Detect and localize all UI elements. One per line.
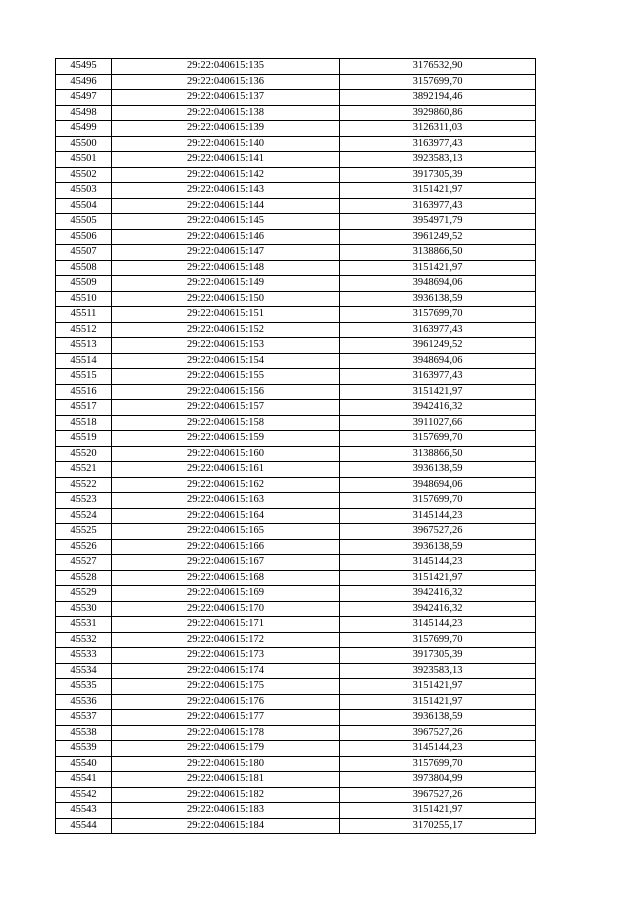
table-row — [56, 555, 536, 571]
row-number-cell: 45526 — [56, 539, 112, 555]
table-row — [56, 617, 536, 633]
cadastral-number-cell: 29:22:040615:152 — [112, 322, 340, 338]
table-row — [56, 818, 536, 834]
table-row — [56, 710, 536, 726]
row-number-cell: 45523 — [56, 493, 112, 509]
value-cell: 3923583,13 — [340, 663, 536, 679]
value-cell: 3170255,17 — [340, 818, 536, 834]
table-row — [56, 322, 536, 338]
value-cell: 3145144,23 — [340, 617, 536, 633]
row-number-cell: 45525 — [56, 524, 112, 540]
value-cell: 3138866,50 — [340, 446, 536, 462]
row-number-cell: 45522 — [56, 477, 112, 493]
cadastral-number-cell: 29:22:040615:175 — [112, 679, 340, 695]
value-cell: 3948694,06 — [340, 353, 536, 369]
cadastral-number-cell: 29:22:040615:140 — [112, 136, 340, 152]
table-row — [56, 276, 536, 292]
row-number-cell: 45506 — [56, 229, 112, 245]
value-cell: 3954971,79 — [340, 214, 536, 230]
row-number-cell: 45539 — [56, 741, 112, 757]
cadastral-number-cell: 29:22:040615:181 — [112, 772, 340, 788]
row-number-cell: 45496 — [56, 74, 112, 90]
table-row — [56, 539, 536, 555]
row-number-cell: 45507 — [56, 245, 112, 261]
cadastral-number-cell: 29:22:040615:156 — [112, 384, 340, 400]
cadastral-number-cell: 29:22:040615:143 — [112, 183, 340, 199]
cadastral-number-cell: 29:22:040615:178 — [112, 725, 340, 741]
row-number-cell: 45534 — [56, 663, 112, 679]
cadastral-number-cell: 29:22:040615:166 — [112, 539, 340, 555]
value-cell: 3936138,59 — [340, 539, 536, 555]
value-cell: 3948694,06 — [340, 477, 536, 493]
row-number-cell: 45513 — [56, 338, 112, 354]
table-row — [56, 741, 536, 757]
value-cell: 3967527,26 — [340, 787, 536, 803]
cadastral-number-cell: 29:22:040615:173 — [112, 648, 340, 664]
row-number-cell: 45544 — [56, 818, 112, 834]
document-page — [55, 58, 535, 834]
row-number-cell: 45501 — [56, 152, 112, 168]
value-cell: 3151421,97 — [340, 803, 536, 819]
cadastral-number-cell: 29:22:040615:142 — [112, 167, 340, 183]
value-cell: 3157699,70 — [340, 431, 536, 447]
value-cell: 3163977,43 — [340, 322, 536, 338]
value-cell: 3942416,32 — [340, 586, 536, 602]
table-row — [56, 167, 536, 183]
cadastral-number-cell: 29:22:040615:170 — [112, 601, 340, 617]
table-row — [56, 307, 536, 323]
cadastral-number-cell: 29:22:040615:176 — [112, 694, 340, 710]
table-row — [56, 136, 536, 152]
row-number-cell: 45537 — [56, 710, 112, 726]
row-number-cell: 45535 — [56, 679, 112, 695]
row-number-cell: 45527 — [56, 555, 112, 571]
cadastral-number-cell: 29:22:040615:155 — [112, 369, 340, 385]
row-number-cell: 45532 — [56, 632, 112, 648]
cadastral-number-cell: 29:22:040615:177 — [112, 710, 340, 726]
table-row — [56, 415, 536, 431]
row-number-cell: 45531 — [56, 617, 112, 633]
row-number-cell: 45495 — [56, 59, 112, 75]
table-row — [56, 260, 536, 276]
cadastral-number-cell: 29:22:040615:138 — [112, 105, 340, 121]
cadastral-number-cell: 29:22:040615:150 — [112, 291, 340, 307]
table-row — [56, 508, 536, 524]
value-cell: 3929860,86 — [340, 105, 536, 121]
cadastral-number-cell: 29:22:040615:168 — [112, 570, 340, 586]
value-cell: 3145144,23 — [340, 508, 536, 524]
table-row — [56, 648, 536, 664]
row-number-cell: 45504 — [56, 198, 112, 214]
cadastral-number-cell: 29:22:040615:172 — [112, 632, 340, 648]
table-row — [56, 663, 536, 679]
value-cell: 3151421,97 — [340, 679, 536, 695]
value-cell: 3126311,03 — [340, 121, 536, 137]
value-cell: 3163977,43 — [340, 369, 536, 385]
value-cell: 3942416,32 — [340, 400, 536, 416]
table-row — [56, 524, 536, 540]
value-cell: 3145144,23 — [340, 741, 536, 757]
cadastral-number-cell: 29:22:040615:153 — [112, 338, 340, 354]
table-row — [56, 59, 536, 75]
row-number-cell: 45498 — [56, 105, 112, 121]
row-number-cell: 45508 — [56, 260, 112, 276]
value-cell: 3138866,50 — [340, 245, 536, 261]
table-row — [56, 477, 536, 493]
value-cell: 3157699,70 — [340, 493, 536, 509]
value-cell: 3157699,70 — [340, 632, 536, 648]
row-number-cell: 45500 — [56, 136, 112, 152]
table-row — [56, 384, 536, 400]
cadastral-number-cell: 29:22:040615:174 — [112, 663, 340, 679]
row-number-cell: 45538 — [56, 725, 112, 741]
table-row — [56, 694, 536, 710]
cadastral-number-cell: 29:22:040615:151 — [112, 307, 340, 323]
row-number-cell: 45497 — [56, 90, 112, 106]
row-number-cell: 45524 — [56, 508, 112, 524]
cadastral-number-cell: 29:22:040615:149 — [112, 276, 340, 292]
row-number-cell: 45536 — [56, 694, 112, 710]
value-cell: 3151421,97 — [340, 694, 536, 710]
value-cell: 3936138,59 — [340, 710, 536, 726]
table-row — [56, 632, 536, 648]
row-number-cell: 45520 — [56, 446, 112, 462]
cadastral-number-cell: 29:22:040615:164 — [112, 508, 340, 524]
cadastral-number-cell: 29:22:040615:136 — [112, 74, 340, 90]
value-cell: 3967527,26 — [340, 524, 536, 540]
row-number-cell: 45516 — [56, 384, 112, 400]
table-row — [56, 338, 536, 354]
table-row — [56, 586, 536, 602]
table-row — [56, 105, 536, 121]
row-number-cell: 45528 — [56, 570, 112, 586]
cadastral-number-cell: 29:22:040615:184 — [112, 818, 340, 834]
value-cell: 3151421,97 — [340, 183, 536, 199]
cadastral-number-cell: 29:22:040615:165 — [112, 524, 340, 540]
table-row — [56, 601, 536, 617]
value-cell: 3961249,52 — [340, 229, 536, 245]
value-cell: 3967527,26 — [340, 725, 536, 741]
cadastral-number-cell: 29:22:040615:139 — [112, 121, 340, 137]
value-cell: 3942416,32 — [340, 601, 536, 617]
table-row — [56, 493, 536, 509]
row-number-cell: 45499 — [56, 121, 112, 137]
value-cell: 3917305,39 — [340, 648, 536, 664]
cadastral-number-cell: 29:22:040615:161 — [112, 462, 340, 478]
cadastral-number-cell: 29:22:040615:141 — [112, 152, 340, 168]
row-number-cell: 45511 — [56, 307, 112, 323]
cadastral-number-cell: 29:22:040615:148 — [112, 260, 340, 276]
value-cell: 3911027,66 — [340, 415, 536, 431]
value-cell: 3157699,70 — [340, 756, 536, 772]
cadastral-number-cell: 29:22:040615:179 — [112, 741, 340, 757]
table-row — [56, 214, 536, 230]
cadastral-number-cell: 29:22:040615:159 — [112, 431, 340, 447]
table-row — [56, 198, 536, 214]
cadastral-number-cell: 29:22:040615:160 — [112, 446, 340, 462]
row-number-cell: 45540 — [56, 756, 112, 772]
row-number-cell: 45503 — [56, 183, 112, 199]
row-number-cell: 45515 — [56, 369, 112, 385]
cadastral-number-cell: 29:22:040615:135 — [112, 59, 340, 75]
value-cell: 3163977,43 — [340, 198, 536, 214]
cadastral-number-cell: 29:22:040615:163 — [112, 493, 340, 509]
table-row — [56, 679, 536, 695]
cadastral-number-cell: 29:22:040615:147 — [112, 245, 340, 261]
row-number-cell: 45541 — [56, 772, 112, 788]
row-number-cell: 45529 — [56, 586, 112, 602]
table-row — [56, 400, 536, 416]
cadastral-value-table — [55, 58, 536, 834]
value-cell: 3157699,70 — [340, 307, 536, 323]
table-body — [56, 59, 536, 834]
row-number-cell: 45517 — [56, 400, 112, 416]
value-cell: 3145144,23 — [340, 555, 536, 571]
row-number-cell: 45542 — [56, 787, 112, 803]
table-row — [56, 787, 536, 803]
value-cell: 3936138,59 — [340, 462, 536, 478]
cadastral-number-cell: 29:22:040615:154 — [112, 353, 340, 369]
row-number-cell: 45530 — [56, 601, 112, 617]
cadastral-number-cell: 29:22:040615:146 — [112, 229, 340, 245]
value-cell: 3163977,43 — [340, 136, 536, 152]
row-number-cell: 45512 — [56, 322, 112, 338]
cadastral-number-cell: 29:22:040615:167 — [112, 555, 340, 571]
cadastral-number-cell: 29:22:040615:183 — [112, 803, 340, 819]
cadastral-number-cell: 29:22:040615:137 — [112, 90, 340, 106]
cadastral-number-cell: 29:22:040615:158 — [112, 415, 340, 431]
table-row — [56, 291, 536, 307]
value-cell: 3176532,90 — [340, 59, 536, 75]
table-row — [56, 369, 536, 385]
value-cell: 3151421,97 — [340, 260, 536, 276]
value-cell: 3923583,13 — [340, 152, 536, 168]
cadastral-number-cell: 29:22:040615:171 — [112, 617, 340, 633]
row-number-cell: 45543 — [56, 803, 112, 819]
table-row — [56, 803, 536, 819]
cadastral-number-cell: 29:22:040615:157 — [112, 400, 340, 416]
value-cell: 3917305,39 — [340, 167, 536, 183]
row-number-cell: 45514 — [56, 353, 112, 369]
table-row — [56, 229, 536, 245]
table-row — [56, 462, 536, 478]
cadastral-number-cell: 29:22:040615:180 — [112, 756, 340, 772]
cadastral-number-cell: 29:22:040615:169 — [112, 586, 340, 602]
table-row — [56, 772, 536, 788]
row-number-cell: 45521 — [56, 462, 112, 478]
value-cell: 3892194,46 — [340, 90, 536, 106]
cadastral-number-cell: 29:22:040615:182 — [112, 787, 340, 803]
table-row — [56, 74, 536, 90]
row-number-cell: 45510 — [56, 291, 112, 307]
value-cell: 3961249,52 — [340, 338, 536, 354]
value-cell: 3151421,97 — [340, 570, 536, 586]
row-number-cell: 45519 — [56, 431, 112, 447]
value-cell: 3936138,59 — [340, 291, 536, 307]
cadastral-number-cell: 29:22:040615:145 — [112, 214, 340, 230]
row-number-cell: 45505 — [56, 214, 112, 230]
row-number-cell: 45533 — [56, 648, 112, 664]
value-cell: 3157699,70 — [340, 74, 536, 90]
table-row — [56, 183, 536, 199]
table-row — [56, 570, 536, 586]
table-row — [56, 245, 536, 261]
table-row — [56, 90, 536, 106]
row-number-cell: 45502 — [56, 167, 112, 183]
row-number-cell: 45509 — [56, 276, 112, 292]
table-row — [56, 152, 536, 168]
table-row — [56, 353, 536, 369]
table-row — [56, 431, 536, 447]
row-number-cell: 45518 — [56, 415, 112, 431]
cadastral-number-cell: 29:22:040615:144 — [112, 198, 340, 214]
value-cell: 3151421,97 — [340, 384, 536, 400]
value-cell: 3973804,99 — [340, 772, 536, 788]
table-row — [56, 725, 536, 741]
table-row — [56, 756, 536, 772]
table-row — [56, 446, 536, 462]
cadastral-number-cell: 29:22:040615:162 — [112, 477, 340, 493]
table-row — [56, 121, 536, 137]
value-cell: 3948694,06 — [340, 276, 536, 292]
